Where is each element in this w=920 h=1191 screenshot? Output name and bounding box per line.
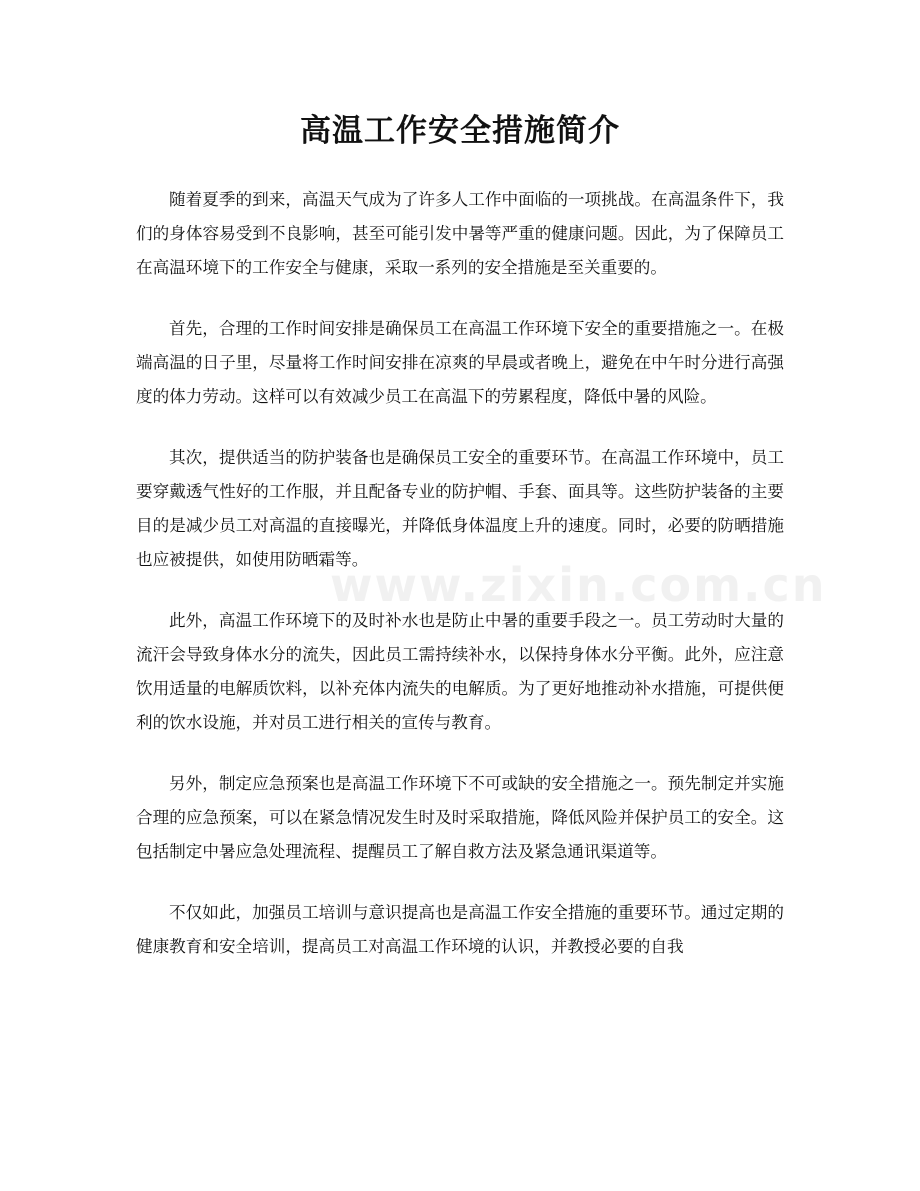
paragraph-5: 另外，制定应急预案也是高温工作环境下不可或缺的安全措施之一。预先制定并实施合理的应急预案，可以在紧急情况发生时及时采取措施，降低风险并保护员工的安全。这包括制定中暑应急处理流程、提醒员工了解自救方法及紧急通讯渠道等。 <box>136 774 784 861</box>
paragraph-4: 此外，高温工作环境下的及时补水也是防止中暑的重要手段之一。员工劳动时大量的流汗会导致身体水分的流失，因此员工需持续补水，以保持身体水分平衡。此外，应注意饮用适量的电解质饮料，以补充体内流失的电解质。为了更好地推动补水措施，可提供便利的饮水设施，并对员工进行相关的宣传与教育。 <box>136 611 784 732</box>
paragraph-2: 首先，合理的工作时间安排是确保员工在高温工作环境下安全的重要措施之一。在极端高温的日子里，尽量将工作时间安排在凉爽的早晨或者晚上，避免在中午时分进行高强度的体力劳动。这样可以有效减少员工在高温下的劳累程度，降低中暑的风险。 <box>136 319 784 406</box>
paragraph-6: 不仅如此，加强员工培训与意识提高也是高温工作安全措施的重要环节。通过定期的健康教育和安全培训，提高员工对高温工作环境的认识，并教授必要的自我 <box>136 903 784 956</box>
paragraph-1: 随着夏季的到来，高温天气成为了许多人工作中面临的一项挑战。在高温条件下，我们的身体容易受到不良影响，甚至可能引发中暑等严重的健康问题。因此，为了保障员工在高温环境下的工作安全与健康，采取一系列的安全措施是至关重要的。 <box>136 190 784 277</box>
paragraph-3: 其次，提供适当的防护装备也是确保员工安全的重要环节。在高温工作环境中，员工要穿戴透气性好的工作服，并且配备专业的防护帽、手套、面具等。这些防护装备的主要目的是减少员工对高温的直接曝光，并降低身体温度上升的速度。同时，必要的防晒措施也应被提供，如使用防晒霜等。 <box>136 448 784 569</box>
document-body <box>136 183 784 991</box>
watermark: www.zixin.com.cn <box>330 558 827 612</box>
document-title: 高温工作安全措施简介 <box>300 113 620 149</box>
